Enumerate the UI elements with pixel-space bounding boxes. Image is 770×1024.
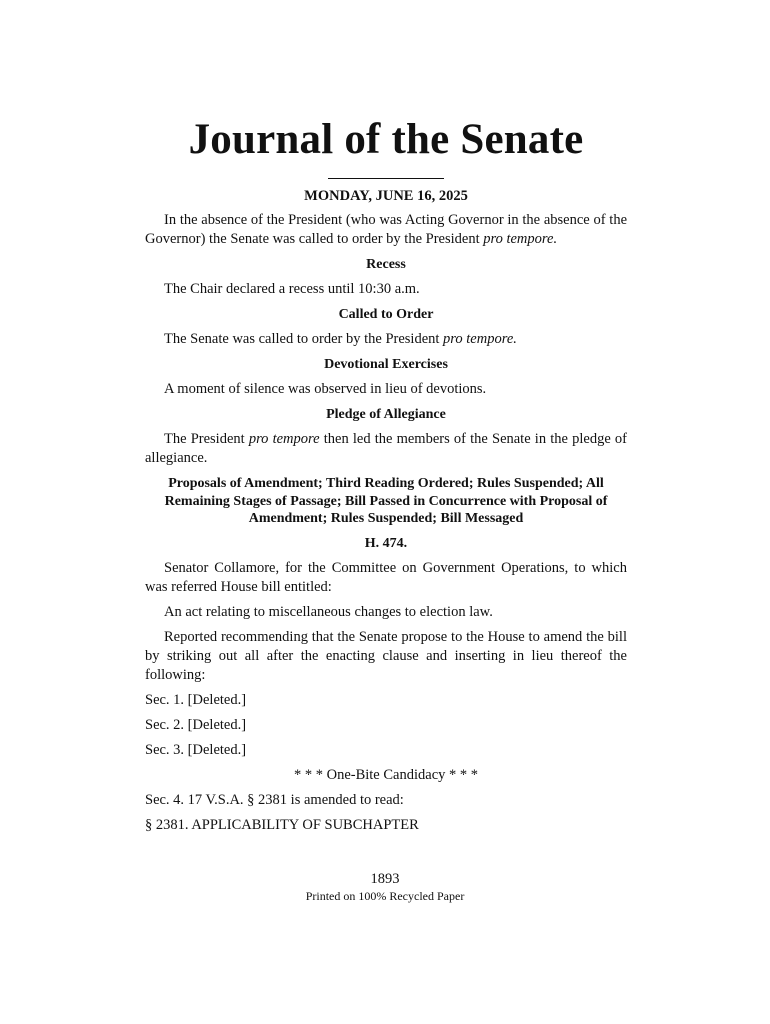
pledge-italic: pro tempore — [248, 431, 320, 447]
title-rule — [328, 178, 444, 179]
pledge-heading: Pledge of Allegiance — [326, 407, 446, 422]
intro-italic: pro tempore. — [483, 231, 558, 247]
proposals-heading: Proposals of Amendment; Third Reading Ordered; Rules Suspended; All Remaining Stages of Passage; Bill Passed in Concurrence with Proposal of Amendment; Rules Suspended; Bill Messaged — [164, 476, 608, 526]
called-to-order-italic: pro tempore. — [443, 331, 517, 347]
called-to-order-paragraph — [145, 330, 627, 349]
called-to-order-heading: Called to Order — [338, 307, 434, 322]
intro-paragraph — [145, 211, 627, 249]
act-title-paragraph: An act relating to miscellaneous changes to election law. — [164, 603, 493, 620]
recess-paragraph: The Chair declared a recess until 10:30 a.m. — [164, 281, 420, 297]
devotional-heading: Devotional Exercises — [324, 357, 448, 372]
printed-note: Printed on 100% Recycled Paper — [305, 889, 465, 903]
section-2: Sec. 2. [Deleted.] — [145, 716, 247, 733]
section-separator: * * * One-Bite Candidacy * * * — [293, 766, 479, 783]
pledge-paragraph — [145, 430, 627, 468]
pledge-text-before: The President — [164, 431, 249, 447]
section-3: Sec. 3. [Deleted.] — [145, 741, 247, 758]
pledge-text-after: then led the members of the Senate in the pledge of allegiance. — [145, 431, 627, 466]
committee-paragraph: Senator Collamore, for the Committee on Government Operations, to which was referred House bill entitled: — [145, 559, 627, 595]
bill-number: H. 474. — [364, 535, 408, 551]
journal-page — [145, 112, 627, 835]
recommendation-paragraph: Reported recommending that the Senate propose to the House to amend the bill by striking out all after the enacting clause and inserting in lieu thereof the following: — [145, 628, 627, 683]
devotional-paragraph: A moment of silence was observed in lieu of devotions. — [164, 381, 487, 397]
page-number: 1893 — [370, 871, 400, 887]
session-date: MONDAY, JUNE 16, 2025 — [304, 188, 468, 204]
intro-text: In the absence of the President (who was Acting Governor in the absence of the Governor) the Senate was called to order by the President — [145, 212, 627, 247]
recess-heading: Recess — [366, 257, 406, 272]
page-title: Journal of the Senate — [188, 116, 584, 163]
section-1: Sec. 1. [Deleted.] — [145, 691, 247, 708]
called-to-order-text: The Senate was called to order by the President — [164, 331, 444, 347]
section-4: Sec. 4. 17 V.S.A. § 2381 is amended to read: — [145, 791, 404, 808]
section-2381-heading: § 2381. APPLICABILITY OF SUBCHAPTER — [145, 816, 419, 833]
